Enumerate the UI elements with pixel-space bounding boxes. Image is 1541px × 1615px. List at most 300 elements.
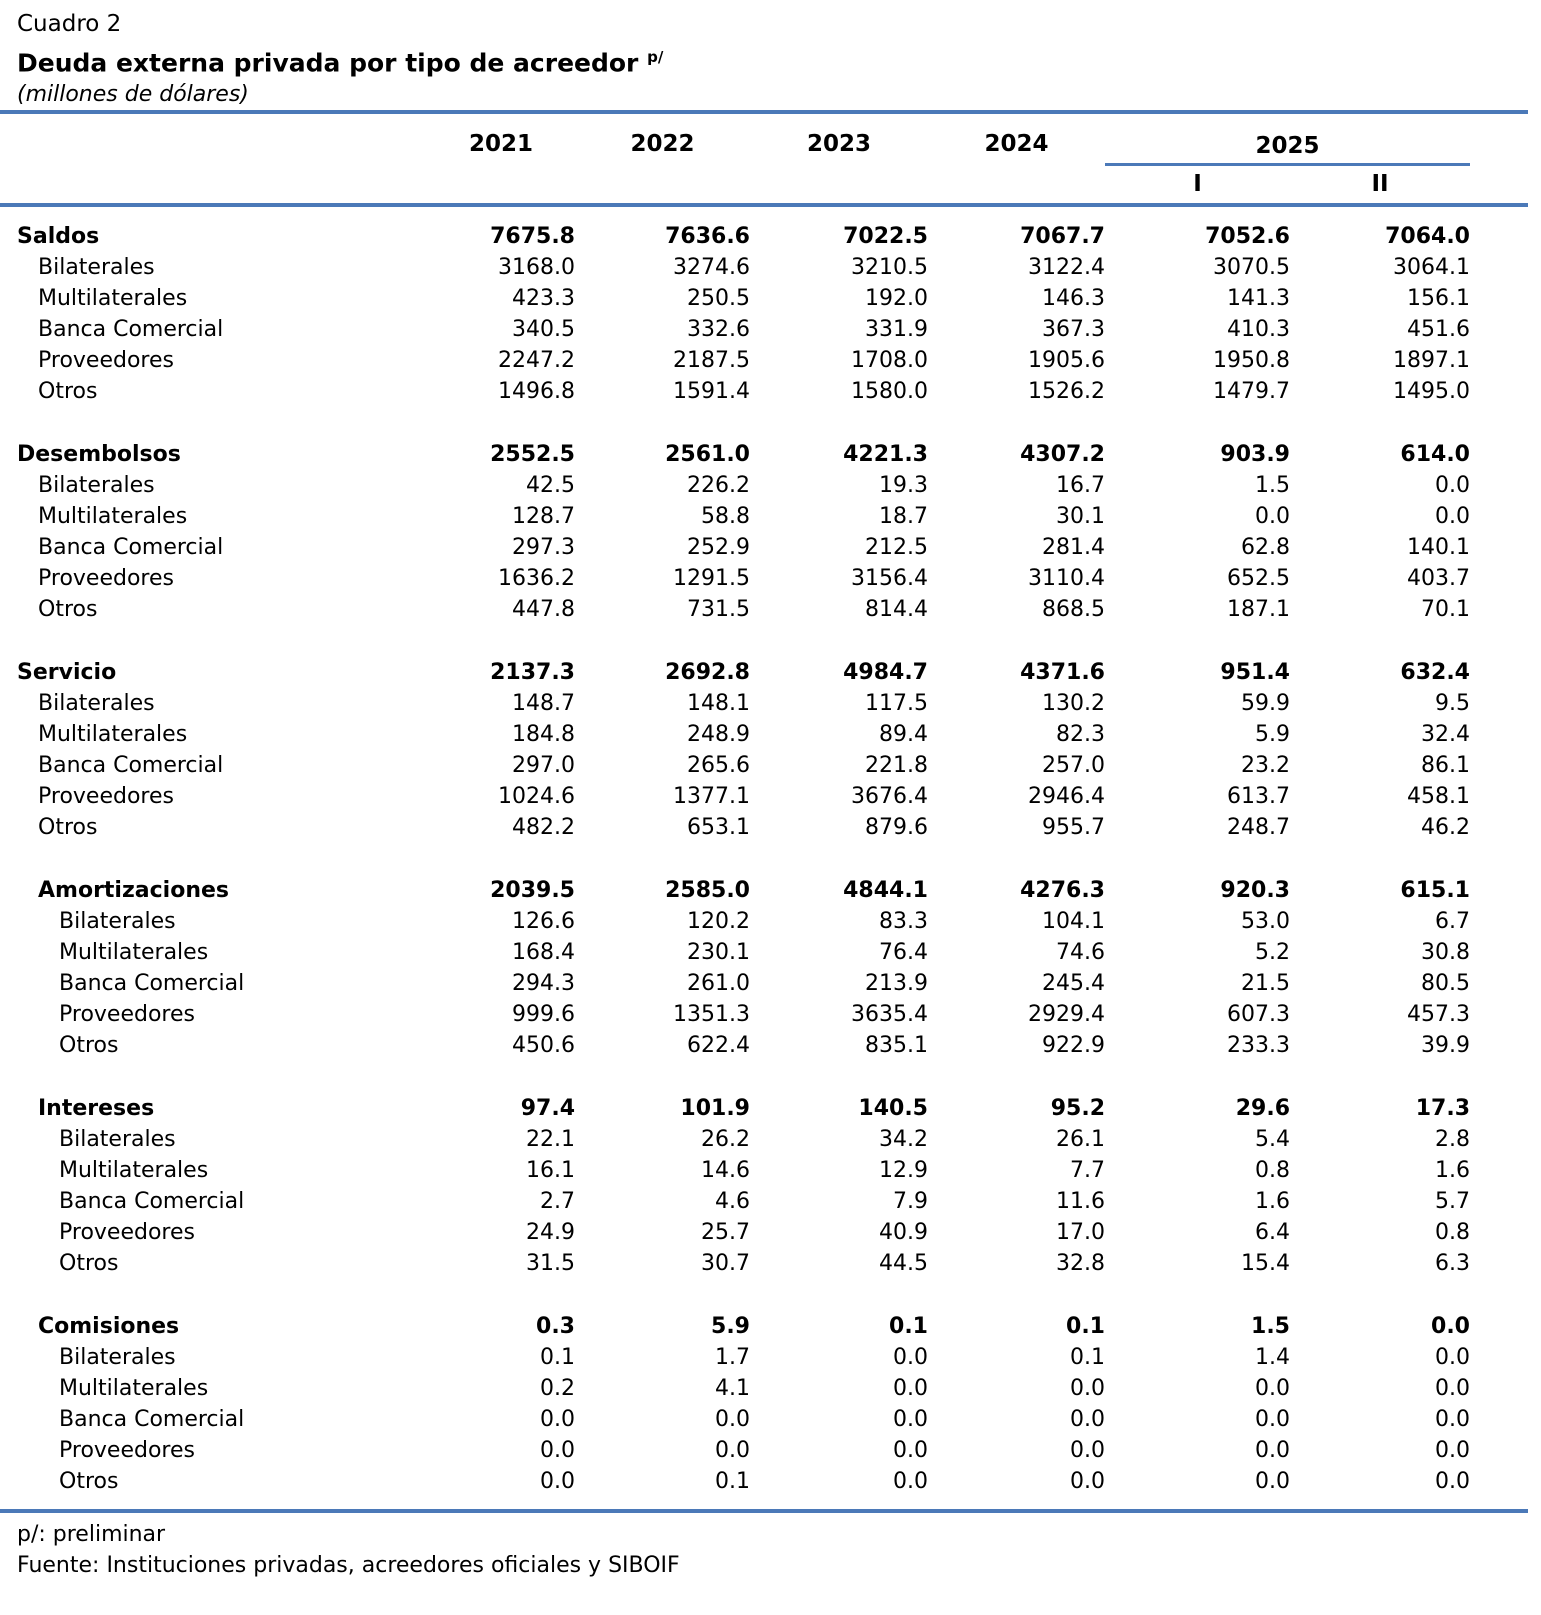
table-row bbox=[0, 781, 1541, 812]
section-comisiones bbox=[0, 1311, 1541, 1497]
value-cell: 80.5 bbox=[1421, 971, 1470, 997]
section-desembolsos bbox=[0, 439, 1541, 625]
value-cell: 141.3 bbox=[1227, 286, 1290, 312]
value-cell: 230.1 bbox=[687, 940, 750, 966]
value-cell: 19.3 bbox=[879, 473, 928, 499]
table-row bbox=[0, 812, 1541, 843]
value-cell: 148.1 bbox=[687, 691, 750, 717]
value-cell: 0.1 bbox=[1066, 1314, 1105, 1340]
value-cell: 2137.3 bbox=[490, 660, 575, 686]
value-cell: 6.4 bbox=[1255, 1220, 1290, 1246]
value-cell: 0.0 bbox=[1070, 1407, 1105, 1433]
value-cell: 450.6 bbox=[512, 1033, 575, 1059]
table-row bbox=[0, 470, 1541, 501]
value-cell: 4.1 bbox=[715, 1376, 750, 1402]
value-cell: 14.6 bbox=[701, 1158, 750, 1184]
value-cell: 252.9 bbox=[687, 535, 750, 561]
value-cell: 0.0 bbox=[893, 1438, 928, 1464]
value-cell: 0.0 bbox=[893, 1376, 928, 1402]
value-cell: 4307.2 bbox=[1020, 442, 1105, 468]
units-subtitle: (millones de dólares) bbox=[17, 82, 249, 108]
table-row bbox=[0, 532, 1541, 563]
value-cell: 245.4 bbox=[1042, 971, 1105, 997]
value-cell: 4844.1 bbox=[843, 878, 928, 904]
value-cell: 0.0 bbox=[1255, 1469, 1290, 1495]
value-cell: 44.5 bbox=[879, 1251, 928, 1277]
value-cell: 653.1 bbox=[687, 815, 750, 841]
value-cell: 0.1 bbox=[540, 1345, 575, 1371]
page-title bbox=[0, 40, 1541, 80]
value-cell: 922.9 bbox=[1042, 1033, 1105, 1059]
value-cell: 5.7 bbox=[1435, 1189, 1470, 1215]
row-label: Otros bbox=[59, 1251, 119, 1277]
value-cell: 9.5 bbox=[1435, 691, 1470, 717]
value-cell: 24.9 bbox=[526, 1220, 575, 1246]
row-label: Proveedores bbox=[38, 348, 174, 374]
value-cell: 423.3 bbox=[512, 286, 575, 312]
row-label: Otros bbox=[38, 815, 98, 841]
value-cell: 25.7 bbox=[701, 1220, 750, 1246]
row-label: Banca Comercial bbox=[59, 1407, 245, 1433]
value-cell: 95.2 bbox=[1050, 1096, 1105, 1122]
value-cell: 622.4 bbox=[687, 1033, 750, 1059]
row-label: Multilaterales bbox=[59, 1158, 209, 1184]
value-cell: 187.1 bbox=[1227, 597, 1290, 623]
value-cell: 53.0 bbox=[1241, 909, 1290, 935]
table-row bbox=[0, 345, 1541, 376]
section-saldos bbox=[0, 221, 1541, 407]
value-cell: 457.3 bbox=[1407, 1002, 1470, 1028]
value-cell: 879.6 bbox=[865, 815, 928, 841]
value-cell: 0.0 bbox=[1431, 1314, 1470, 1340]
value-cell: 4221.3 bbox=[843, 442, 928, 468]
preliminary-superscript: p/ bbox=[647, 48, 664, 66]
section-total-row bbox=[0, 221, 1541, 252]
value-cell: 89.4 bbox=[879, 722, 928, 748]
value-cell: 140.1 bbox=[1407, 535, 1470, 561]
value-cell: 0.0 bbox=[1435, 1469, 1470, 1495]
value-cell: 0.0 bbox=[1070, 1438, 1105, 1464]
row-label: Banca Comercial bbox=[59, 971, 245, 997]
value-cell: 17.0 bbox=[1056, 1220, 1105, 1246]
value-cell: 5.4 bbox=[1255, 1127, 1290, 1153]
value-cell: 294.3 bbox=[512, 971, 575, 997]
value-cell: 128.7 bbox=[512, 504, 575, 530]
value-cell: 226.2 bbox=[687, 473, 750, 499]
section-title: Saldos bbox=[17, 224, 100, 250]
section-title: Desembolsos bbox=[17, 442, 181, 468]
section-total-row bbox=[0, 1311, 1541, 1342]
value-cell: 32.4 bbox=[1421, 722, 1470, 748]
value-cell: 0.0 bbox=[540, 1407, 575, 1433]
value-cell: 3110.4 bbox=[1028, 566, 1105, 592]
value-cell: 120.2 bbox=[687, 909, 750, 935]
page-title-text: Deuda externa privada por tipo de acreedor bbox=[17, 48, 639, 78]
row-label: Otros bbox=[59, 1469, 119, 1495]
row-label: Multilaterales bbox=[38, 722, 188, 748]
table-row bbox=[0, 314, 1541, 345]
value-cell: 0.0 bbox=[1255, 1376, 1290, 1402]
table-row bbox=[0, 937, 1541, 968]
value-cell: 0.0 bbox=[1255, 1407, 1290, 1433]
value-cell: 16.7 bbox=[1056, 473, 1105, 499]
row-label: Multilaterales bbox=[59, 1376, 209, 1402]
value-cell: 951.4 bbox=[1220, 660, 1290, 686]
value-cell: 1.4 bbox=[1255, 1345, 1290, 1371]
value-cell: 29.6 bbox=[1235, 1096, 1290, 1122]
value-cell: 2692.8 bbox=[665, 660, 750, 686]
table-row bbox=[0, 999, 1541, 1030]
value-cell: 0.0 bbox=[715, 1438, 750, 1464]
value-cell: 447.8 bbox=[512, 597, 575, 623]
value-cell: 130.2 bbox=[1042, 691, 1105, 717]
row-label: Bilaterales bbox=[38, 255, 155, 281]
table-row bbox=[0, 719, 1541, 750]
value-cell: 59.9 bbox=[1241, 691, 1290, 717]
value-cell: 1950.8 bbox=[1213, 348, 1290, 374]
value-cell: 7675.8 bbox=[490, 224, 575, 250]
value-cell: 0.1 bbox=[889, 1314, 928, 1340]
section-total-row bbox=[0, 1093, 1541, 1124]
value-cell: 1897.1 bbox=[1393, 348, 1470, 374]
table-row bbox=[0, 563, 1541, 594]
table-row bbox=[0, 1435, 1541, 1466]
value-cell: 248.9 bbox=[687, 722, 750, 748]
value-cell: 46.2 bbox=[1421, 815, 1470, 841]
value-cell: 4276.3 bbox=[1020, 878, 1105, 904]
value-cell: 58.8 bbox=[701, 504, 750, 530]
value-cell: 0.0 bbox=[540, 1438, 575, 1464]
value-cell: 26.1 bbox=[1056, 1127, 1105, 1153]
value-cell: 30.1 bbox=[1056, 504, 1105, 530]
value-cell: 30.8 bbox=[1421, 940, 1470, 966]
value-cell: 40.9 bbox=[879, 1220, 928, 1246]
years-header-row bbox=[0, 114, 1541, 166]
value-cell: 126.6 bbox=[512, 909, 575, 935]
value-cell: 1905.6 bbox=[1028, 348, 1105, 374]
value-cell: 7.9 bbox=[893, 1189, 928, 1215]
value-cell: 21.5 bbox=[1241, 971, 1290, 997]
value-cell: 4984.7 bbox=[843, 660, 928, 686]
value-cell: 3274.6 bbox=[673, 255, 750, 281]
value-cell: 0.0 bbox=[1435, 1376, 1470, 1402]
value-cell: 1.7 bbox=[715, 1345, 750, 1371]
value-cell: 11.6 bbox=[1056, 1189, 1105, 1215]
row-label: Otros bbox=[38, 379, 98, 405]
value-cell: 83.3 bbox=[879, 909, 928, 935]
row-label: Bilaterales bbox=[38, 473, 155, 499]
value-cell: 367.3 bbox=[1042, 317, 1105, 343]
value-cell: 1479.7 bbox=[1213, 379, 1290, 405]
value-cell: 331.9 bbox=[865, 317, 928, 343]
table-row bbox=[0, 750, 1541, 781]
value-cell: 903.9 bbox=[1220, 442, 1290, 468]
value-cell: 265.6 bbox=[687, 753, 750, 779]
table-row bbox=[0, 1217, 1541, 1248]
value-cell: 62.8 bbox=[1241, 535, 1290, 561]
value-cell: 250.5 bbox=[687, 286, 750, 312]
section-total-row bbox=[0, 657, 1541, 688]
value-cell: 1024.6 bbox=[498, 784, 575, 810]
value-cell: 868.5 bbox=[1042, 597, 1105, 623]
value-cell: 16.1 bbox=[526, 1158, 575, 1184]
table-row bbox=[0, 501, 1541, 532]
value-cell: 5.9 bbox=[1255, 722, 1290, 748]
year-header-2023: 2023 bbox=[806, 131, 871, 158]
value-cell: 835.1 bbox=[865, 1033, 928, 1059]
value-cell: 281.4 bbox=[1042, 535, 1105, 561]
value-cell: 0.1 bbox=[715, 1469, 750, 1495]
row-label: Multilaterales bbox=[59, 940, 209, 966]
value-cell: 0.0 bbox=[1070, 1376, 1105, 1402]
value-cell: 32.8 bbox=[1056, 1251, 1105, 1277]
value-cell: 0.0 bbox=[1435, 473, 1470, 499]
quarters-header-row bbox=[0, 166, 1541, 203]
value-cell: 30.7 bbox=[701, 1251, 750, 1277]
row-label: Bilaterales bbox=[38, 691, 155, 717]
year-header-2022: 2022 bbox=[630, 131, 695, 158]
value-cell: 261.0 bbox=[687, 971, 750, 997]
value-cell: 632.4 bbox=[1400, 660, 1470, 686]
row-label: Bilaterales bbox=[59, 1345, 176, 1371]
row-label: Banca Comercial bbox=[59, 1189, 245, 1215]
value-cell: 0.0 bbox=[893, 1345, 928, 1371]
value-cell: 86.1 bbox=[1421, 753, 1470, 779]
year-header-2025-group: 2025 bbox=[1105, 133, 1470, 166]
table-row bbox=[0, 1124, 1541, 1155]
value-cell: 70.1 bbox=[1421, 597, 1470, 623]
value-cell: 451.6 bbox=[1407, 317, 1470, 343]
row-label: Proveedores bbox=[59, 1220, 195, 1246]
value-cell: 12.9 bbox=[879, 1158, 928, 1184]
value-cell: 0.0 bbox=[715, 1407, 750, 1433]
section-amortizaciones bbox=[0, 875, 1541, 1061]
value-cell: 233.3 bbox=[1227, 1033, 1290, 1059]
value-cell: 213.9 bbox=[865, 971, 928, 997]
value-cell: 1580.0 bbox=[851, 379, 928, 405]
value-cell: 2.8 bbox=[1435, 1127, 1470, 1153]
quarter-header-II: II bbox=[1371, 171, 1389, 198]
value-cell: 1.6 bbox=[1255, 1189, 1290, 1215]
table-body bbox=[0, 221, 1541, 1497]
value-cell: 0.8 bbox=[1255, 1158, 1290, 1184]
value-cell: 1495.0 bbox=[1393, 379, 1470, 405]
value-cell: 1.6 bbox=[1435, 1158, 1470, 1184]
value-cell: 4371.6 bbox=[1020, 660, 1105, 686]
value-cell: 1591.4 bbox=[673, 379, 750, 405]
value-cell: 6.3 bbox=[1435, 1251, 1470, 1277]
table-row bbox=[0, 594, 1541, 625]
value-cell: 15.4 bbox=[1241, 1251, 1290, 1277]
value-cell: 6.7 bbox=[1435, 909, 1470, 935]
value-cell: 257.0 bbox=[1042, 753, 1105, 779]
section-title: Intereses bbox=[38, 1096, 155, 1122]
table-row bbox=[0, 968, 1541, 999]
value-cell: 0.1 bbox=[1070, 1345, 1105, 1371]
value-cell: 7022.5 bbox=[843, 224, 928, 250]
value-cell: 76.4 bbox=[879, 940, 928, 966]
value-cell: 999.6 bbox=[512, 1002, 575, 1028]
section-title: Amortizaciones bbox=[38, 878, 229, 904]
section-servicio bbox=[0, 657, 1541, 843]
table-row bbox=[0, 906, 1541, 937]
value-cell: 42.5 bbox=[526, 473, 575, 499]
value-cell: 652.5 bbox=[1227, 566, 1290, 592]
value-cell: 731.5 bbox=[687, 597, 750, 623]
value-cell: 5.9 bbox=[711, 1314, 750, 1340]
value-cell: 34.2 bbox=[879, 1127, 928, 1153]
value-cell: 3635.4 bbox=[851, 1002, 928, 1028]
value-cell: 3210.5 bbox=[851, 255, 928, 281]
value-cell: 458.1 bbox=[1407, 784, 1470, 810]
value-cell: 3676.4 bbox=[851, 784, 928, 810]
value-cell: 403.7 bbox=[1407, 566, 1470, 592]
value-cell: 168.4 bbox=[512, 940, 575, 966]
value-cell: 2561.0 bbox=[665, 442, 750, 468]
value-cell: 297.3 bbox=[512, 535, 575, 561]
section-title: Comisiones bbox=[38, 1314, 180, 1340]
value-cell: 3122.4 bbox=[1028, 255, 1105, 281]
value-cell: 920.3 bbox=[1220, 878, 1290, 904]
value-cell: 1351.3 bbox=[673, 1002, 750, 1028]
row-label: Bilaterales bbox=[59, 909, 176, 935]
value-cell: 146.3 bbox=[1042, 286, 1105, 312]
section-total-row bbox=[0, 439, 1541, 470]
row-label: Banca Comercial bbox=[38, 535, 224, 561]
value-cell: 117.5 bbox=[865, 691, 928, 717]
table-footer bbox=[0, 1519, 1541, 1581]
year-header-2021: 2021 bbox=[468, 131, 533, 158]
value-cell: 23.2 bbox=[1241, 753, 1290, 779]
value-cell: 7052.6 bbox=[1205, 224, 1290, 250]
value-cell: 39.9 bbox=[1421, 1033, 1470, 1059]
section-total-row bbox=[0, 875, 1541, 906]
value-cell: 5.2 bbox=[1255, 940, 1290, 966]
table-row bbox=[0, 252, 1541, 283]
value-cell: 1496.8 bbox=[498, 379, 575, 405]
value-cell: 17.3 bbox=[1415, 1096, 1470, 1122]
row-label: Proveedores bbox=[59, 1438, 195, 1464]
row-label: Multilaterales bbox=[38, 286, 188, 312]
value-cell: 2187.5 bbox=[673, 348, 750, 374]
row-label: Otros bbox=[38, 597, 98, 623]
value-cell: 3070.5 bbox=[1213, 255, 1290, 281]
header-rule bbox=[0, 203, 1528, 207]
value-cell: 3156.4 bbox=[851, 566, 928, 592]
table-row bbox=[0, 1373, 1541, 1404]
value-cell: 0.3 bbox=[536, 1314, 575, 1340]
value-cell: 7067.7 bbox=[1020, 224, 1105, 250]
value-cell: 0.0 bbox=[1435, 1407, 1470, 1433]
table-row bbox=[0, 1342, 1541, 1373]
value-cell: 0.0 bbox=[1070, 1469, 1105, 1495]
row-label: Proveedores bbox=[59, 1002, 195, 1028]
value-cell: 18.7 bbox=[879, 504, 928, 530]
table-row bbox=[0, 376, 1541, 407]
value-cell: 140.5 bbox=[858, 1096, 928, 1122]
value-cell: 192.0 bbox=[865, 286, 928, 312]
value-cell: 26.2 bbox=[701, 1127, 750, 1153]
value-cell: 955.7 bbox=[1042, 815, 1105, 841]
row-label: Proveedores bbox=[38, 784, 174, 810]
value-cell: 184.8 bbox=[512, 722, 575, 748]
value-cell: 482.2 bbox=[512, 815, 575, 841]
value-cell: 0.0 bbox=[1435, 1438, 1470, 1464]
value-cell: 410.3 bbox=[1227, 317, 1290, 343]
value-cell: 613.7 bbox=[1227, 784, 1290, 810]
section-title: Servicio bbox=[17, 660, 117, 686]
table-row bbox=[0, 1466, 1541, 1497]
value-cell: 297.0 bbox=[512, 753, 575, 779]
value-cell: 0.8 bbox=[1435, 1220, 1470, 1246]
value-cell: 332.6 bbox=[687, 317, 750, 343]
value-cell: 148.7 bbox=[512, 691, 575, 717]
value-cell: 1526.2 bbox=[1028, 379, 1105, 405]
value-cell: 7.7 bbox=[1070, 1158, 1105, 1184]
value-cell: 2039.5 bbox=[490, 878, 575, 904]
value-cell: 607.3 bbox=[1227, 1002, 1290, 1028]
value-cell: 1.5 bbox=[1255, 473, 1290, 499]
value-cell: 0.0 bbox=[1435, 1345, 1470, 1371]
section-intereses bbox=[0, 1093, 1541, 1279]
row-label: Proveedores bbox=[38, 566, 174, 592]
row-label: Multilaterales bbox=[38, 504, 188, 530]
value-cell: 1377.1 bbox=[673, 784, 750, 810]
value-cell: 0.0 bbox=[1255, 504, 1290, 530]
table-row bbox=[0, 1155, 1541, 1186]
value-cell: 614.0 bbox=[1400, 442, 1470, 468]
value-cell: 3168.0 bbox=[498, 255, 575, 281]
year-header-2024: 2024 bbox=[984, 131, 1049, 158]
value-cell: 97.4 bbox=[520, 1096, 575, 1122]
value-cell: 82.3 bbox=[1056, 722, 1105, 748]
value-cell: 340.5 bbox=[512, 317, 575, 343]
value-cell: 814.4 bbox=[865, 597, 928, 623]
value-cell: 0.2 bbox=[540, 1376, 575, 1402]
value-cell: 2552.5 bbox=[490, 442, 575, 468]
value-cell: 101.9 bbox=[680, 1096, 750, 1122]
table-row bbox=[0, 283, 1541, 314]
value-cell: 212.5 bbox=[865, 535, 928, 561]
preliminary-note: p/: preliminar bbox=[17, 1522, 166, 1548]
table-row bbox=[0, 1404, 1541, 1435]
row-label: Otros bbox=[59, 1033, 119, 1059]
table-row bbox=[0, 1186, 1541, 1217]
value-cell: 7064.0 bbox=[1385, 224, 1470, 250]
value-cell: 615.1 bbox=[1400, 878, 1470, 904]
table-row bbox=[0, 688, 1541, 719]
value-cell: 156.1 bbox=[1407, 286, 1470, 312]
row-label: Banca Comercial bbox=[38, 753, 224, 779]
value-cell: 0.0 bbox=[1255, 1438, 1290, 1464]
value-cell: 1636.2 bbox=[498, 566, 575, 592]
value-cell: 2946.4 bbox=[1028, 784, 1105, 810]
table-number: Cuadro 2 bbox=[17, 11, 122, 37]
source-note: Fuente: Instituciones privadas, acreedores oficiales y SIBOIF bbox=[17, 1553, 680, 1579]
value-cell: 248.7 bbox=[1227, 815, 1290, 841]
value-cell: 74.6 bbox=[1056, 940, 1105, 966]
value-cell: 4.6 bbox=[715, 1189, 750, 1215]
value-cell: 104.1 bbox=[1042, 909, 1105, 935]
value-cell: 2247.2 bbox=[498, 348, 575, 374]
value-cell: 2585.0 bbox=[665, 878, 750, 904]
value-cell: 31.5 bbox=[526, 1251, 575, 1277]
value-cell: 2.7 bbox=[540, 1189, 575, 1215]
value-cell: 0.0 bbox=[1435, 504, 1470, 530]
value-cell: 221.8 bbox=[865, 753, 928, 779]
value-cell: 0.0 bbox=[893, 1407, 928, 1433]
value-cell: 0.0 bbox=[893, 1469, 928, 1495]
